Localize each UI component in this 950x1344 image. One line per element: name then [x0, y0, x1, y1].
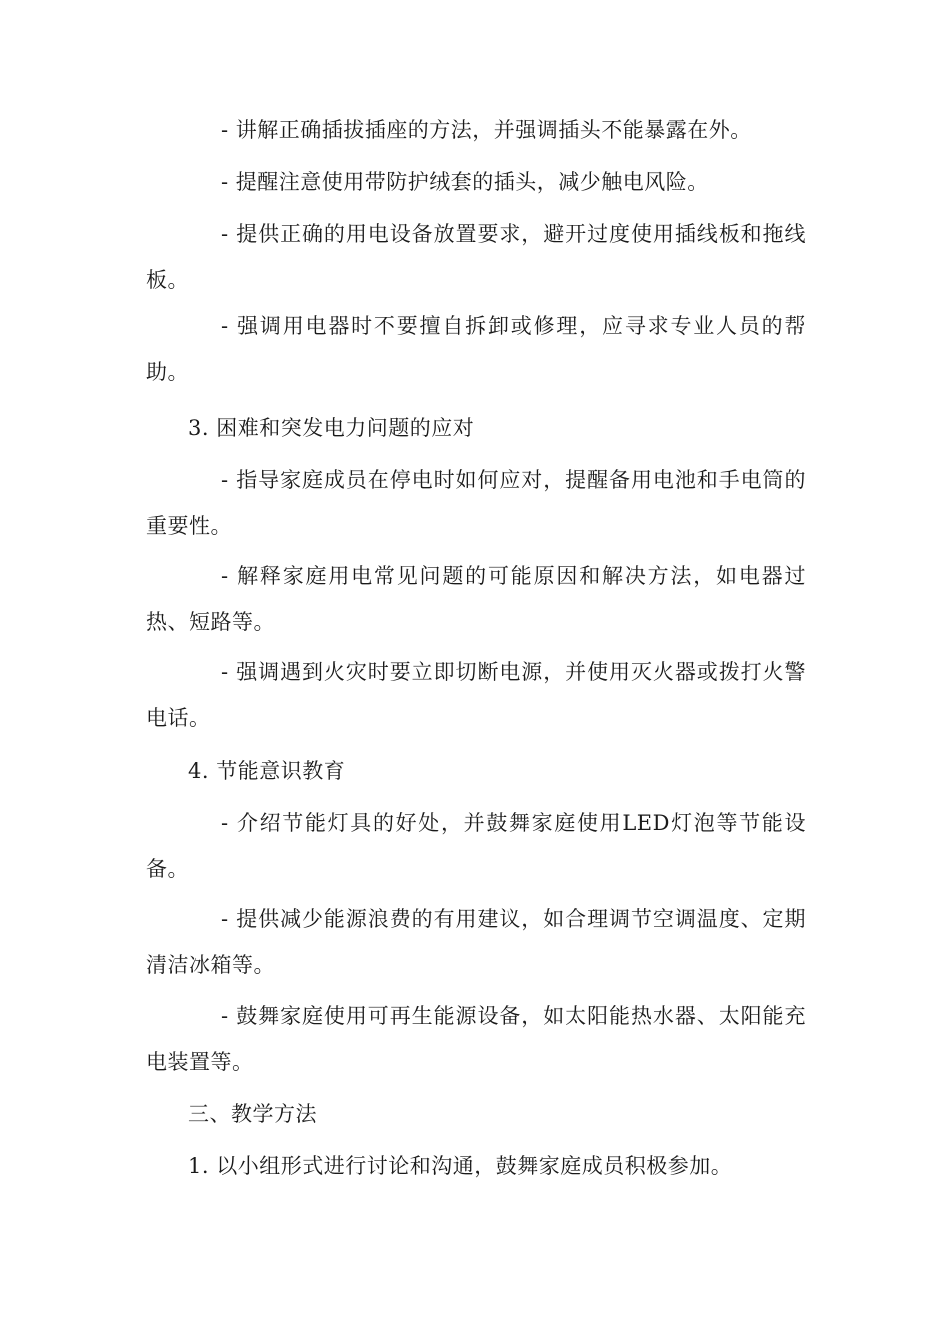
- bullet-fire-response: - 强调遇到火灾时要立即切断电源，并使用灭火器或拨打火警电话。: [146, 660, 806, 730]
- bullet-energy-tips: - 提供减少能源浪费的有用建议，如合理调节空调温度、定期清洁冰箱等。: [146, 907, 806, 977]
- bullet-common-problems: - 解释家庭用电常见问题的可能原因和解决方法，如电器过热、短路等。: [146, 564, 806, 634]
- bullet-device-placement: - 提供正确的用电设备放置要求，避开过度使用插线板和拖线板。: [146, 222, 806, 292]
- bullet-no-self-repair: - 强调用电器时不要擅自拆卸或修理，应寻求专业人员的帮助。: [146, 314, 806, 384]
- section-heading-4: 4. 节能意识教育: [188, 759, 346, 783]
- method-item-1: 1. 以小组形式进行讨论和沟通，鼓舞家庭成员积极参加。: [188, 1154, 733, 1178]
- section-heading-3: 3. 困难和突发电力问题的应对: [188, 416, 475, 440]
- bullet-renewable-energy: - 鼓舞家庭使用可再生能源设备，如太阳能热水器、太阳能充电装置等。: [146, 1004, 806, 1074]
- bullet-led-lighting: - 介绍节能灯具的好处，并鼓舞家庭使用LED灯泡等节能设备。: [146, 811, 806, 881]
- bullet-socket-method: - 讲解正确插拔插座的方法，并强调插头不能暴露在外。: [221, 118, 752, 142]
- bullet-power-outage: - 指导家庭成员在停电时如何应对，提醒备用电池和手电筒的重要性。: [146, 468, 806, 538]
- section-heading-teaching-methods: 三、教学方法: [188, 1102, 317, 1126]
- bullet-protective-plug: - 提醒注意使用带防护绒套的插头，减少触电风险。: [221, 170, 709, 194]
